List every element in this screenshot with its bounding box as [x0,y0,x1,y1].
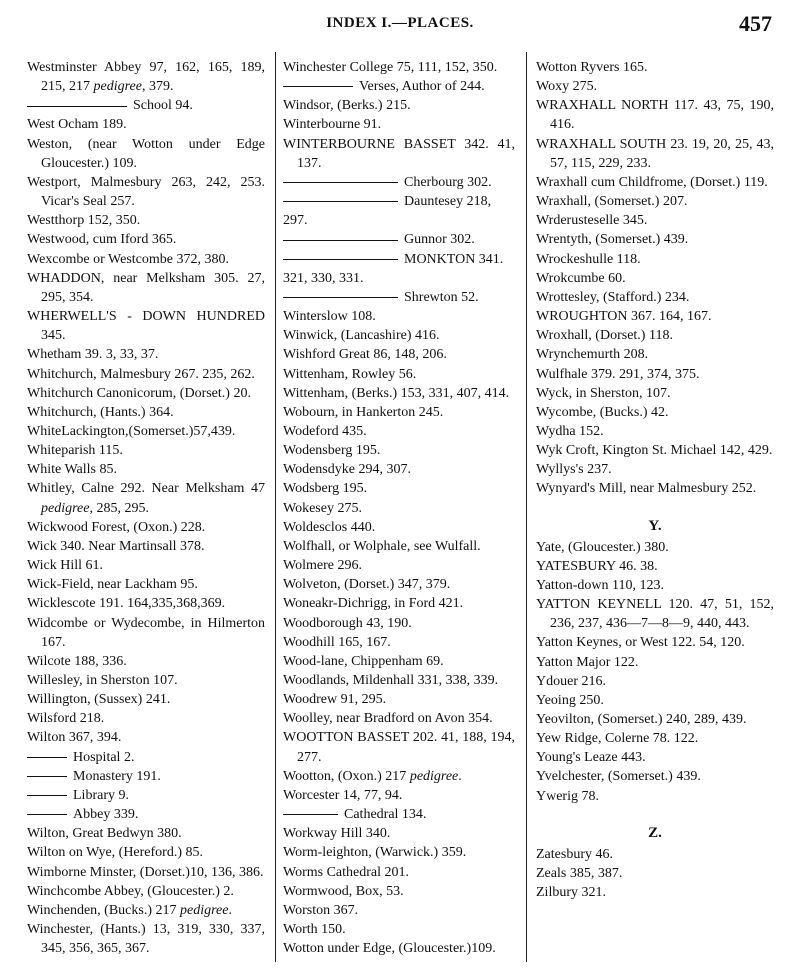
index-entry [283,96,515,115]
entry-text: WROUGHTON 367. 164, 167. [536,309,712,325]
index-entry [27,58,265,96]
index-entry [536,787,774,806]
ditto-dash [283,814,338,815]
index-entry [27,479,265,517]
index-entry [536,557,774,576]
index-entry [283,728,515,766]
ditto-dash [283,240,398,241]
entry-text: WHERWELL'S - DOWN HUNDRED 345. [27,309,265,344]
entry-text: Whitley, Calne 292. Near Melksham 47 pedigree, 285, 295. [27,481,265,516]
letter-heading: Y. [648,517,662,534]
index-entry [536,307,774,326]
ditto-dash [283,86,353,87]
entry-text: Abbey 339. [73,807,139,823]
index-entry [283,824,515,843]
index-entry [283,479,515,498]
index-entry [283,288,515,307]
entry-text: Wickwood Forest, (Oxon.) 228. [27,519,206,535]
page-number: 457 [739,11,772,36]
entry-text: Wrderusteselle 345. [536,213,648,229]
entry-text: Whitchurch, (Hants.) 364. [27,404,174,420]
index-entry [27,901,265,920]
entry-text: Willington, (Sussex) 241. [27,692,171,708]
entry-text: Wroxhall, (Dorset.) 118. [536,328,673,344]
italic-word: pedigree [180,902,229,918]
entry-text: Ydouer 216. [536,673,606,689]
entry-text: Yeovilton, (Somerset.) 240, 289, 439. [536,712,747,727]
index-entry [27,882,265,901]
entry-text: Wilcote 188, 336. [27,653,127,669]
index-entry [283,575,515,594]
index-entry [283,843,515,862]
entry-text: School 94. [133,98,193,114]
entry-text: Windsor, (Berks.) 215. [283,98,411,114]
index-entry [27,843,265,862]
entry-text: Wrentyth, (Somerset.) 439. [536,232,689,248]
ditto-dash [27,757,67,758]
index-column-2 [283,58,515,958]
entry-text: Widcombe or Wydecombe, in Hilmerton 167. [27,615,265,650]
entry-text: Shrewton 52. [404,289,479,305]
index-entry [536,767,774,786]
entry-text: Dauntesey 218, 297. [283,194,492,229]
entry-text: Woodhill 165, 167. [283,634,391,650]
ditto-dash [27,106,127,107]
index-entry [283,345,515,364]
entry-text: West Ocham 189. [27,117,127,133]
index-entry [536,96,774,134]
index-entry [536,538,774,557]
index-entry [27,594,265,613]
index-entry [536,845,774,864]
entry-text: Woodborough 43, 190. [283,615,412,631]
entry-text: Worms Cathedral 201. [283,864,410,880]
entry-text: Yeoing 250. [536,692,604,708]
index-entry [27,709,265,728]
index-entry [27,920,265,958]
entry-text: Winchester, (Hants.) 13, 319, 330, 337, 345, 356, 365, 367. [27,922,265,957]
entry-text: YATTON KEYNELL 120. 47, 51, 152, 236, 237, 436—7—8—9, 440, 443. [536,597,774,632]
entry-text: YATESBURY 46. 38. [536,558,658,574]
entry-text: Wulfhale 379. 291, 374, 375. [536,366,700,382]
index-entry [283,115,515,134]
entry-text: Winterbourne 91. [283,117,382,133]
ditto-dash [283,201,398,202]
index-entry [283,250,515,288]
entry-text: Winchester College 75, 111, 152, 350. [283,60,498,75]
index-entry [283,192,515,230]
index-entry [536,58,774,77]
entry-text: Wydha 152. [536,423,604,439]
entry-text: Zeals 385, 387. [536,865,623,881]
index-entry [536,288,774,307]
index-entry [27,422,265,441]
entry-text: WINTERBOURNE BASSET 342. 41, 137. [283,136,515,171]
entry-text: Wick-Field, near Lackham 95. [27,577,198,593]
ditto-dash [27,814,67,815]
entry-text: Cherbourg 302. [404,174,492,190]
index-entry [536,326,774,345]
index-entry [536,135,774,173]
entry-text: Zatesbury 46. [536,846,613,862]
entry-text: Wrynchemurth 208. [536,347,649,363]
entry-text: Wittenham, (Berks.) 153, 331, 407, 414. [283,385,510,401]
entry-text: Winwick, (Lancashire) 416. [283,328,440,344]
index-entry [536,345,774,364]
index-entry [27,824,265,843]
entry-text: Whiteparish 115. [27,443,123,459]
entry-text: Wotton under Edge, (Gloucester.)109. [283,941,496,957]
index-entry [27,863,265,882]
italic-word: pedigree [93,79,142,95]
ditto-dash [283,182,398,183]
entry-text: Wood-lane, Chippenham 69. [283,653,444,669]
entry-text: Woxy 275. [536,79,598,95]
entry-text: Ywerig 78. [536,788,599,804]
entry-text: Yatton-down 110, 123. [536,577,664,593]
index-entry [27,786,265,805]
index-entry [283,499,515,518]
index-entry [27,307,265,345]
entry-text: Worston 367. [283,902,359,918]
entry-text: Whetham 39. 3, 33, 37. [27,347,159,363]
index-entry [27,518,265,537]
index-entry [27,173,265,211]
index-entry [283,786,515,805]
entry-text: Wobourn, in Hankerton 245. [283,404,444,420]
entry-text: Wexcombe or Westcombe 372, 380. [27,251,229,267]
index-entry [27,384,265,403]
entry-text: WHADDON, near Melksham 305. 27, 295, 354. [27,270,265,305]
index-entry [283,307,515,326]
index-entry [536,864,774,883]
index-entry [283,422,515,441]
entry-text: Wolveton, (Dorset.) 347, 379. [283,577,451,593]
index-entry [536,230,774,249]
entry-text: Worth 150. [283,922,346,938]
index-entry [283,805,515,824]
entry-text: Wrottesley, (Stafford.) 234. [536,289,690,305]
index-entry [283,882,515,901]
entry-text: Westport, Malmesbury 263, 242, 253. Vicar's Seal 257. [27,174,265,210]
ditto-dash [283,259,398,260]
index-entry [536,633,774,652]
index-entry [283,690,515,709]
entry-text: Wraxhall, (Somerset.) 207. [536,194,688,210]
entry-text: Wynyard's Mill, near Malmesbury 252. [536,481,757,497]
index-entry [536,479,774,498]
index-entry [27,460,265,479]
index-entry [27,537,265,556]
entry-text: Wokesey 275. [283,500,362,516]
entry-text: Wodensdyke 294, 307. [283,462,411,478]
entry-text: Wyk Croft, Kington St. Michael 142, 429. [536,443,773,459]
entry-text: Wilsford 218. [27,711,105,727]
entry-text: Wycombe, (Bucks.) 42. [536,404,669,420]
index-entry [283,441,515,460]
entry-text: Library 9. [73,787,129,803]
index-entry [283,326,515,345]
index-entry [283,901,515,920]
index-entry [27,115,265,134]
entry-text: Wodeford 435. [283,423,367,439]
index-entry [27,805,265,824]
index-entry [536,173,774,192]
entry-text: Yvelchester, (Somerset.) 439. [536,769,701,785]
index-entry [283,135,515,173]
entry-text: Winchenden, (Bucks.) 217 pedigree. [27,902,232,918]
entry-text: Wittenham, Rowley 56. [283,366,417,382]
entry-text: Yate, (Gloucester.) 380. [536,539,669,555]
entry-text: Westminster Abbey 97, 162, 165, 189, 215, 217 pedigree, 379. [27,60,265,95]
index-entry [27,230,265,249]
index-entry [27,690,265,709]
entry-text: Yatton Major 122. [536,654,639,670]
entry-text: Woodlands, Mildenhall 331, 338, 339. [283,673,499,688]
entry-text: Young's Leaze 443. [536,750,646,766]
index-entry [536,422,774,441]
index-entry [536,403,774,422]
index-entry [536,77,774,96]
ditto-dash [27,795,67,796]
entry-text: Westthorp 152, 350. [27,213,141,229]
entry-text: White Walls 85. [27,462,117,478]
index-entry [283,365,515,384]
index-entry [536,269,774,288]
index-entry [27,748,265,767]
entry-text: WhiteLackington,(Somerset.)57,439. [27,423,236,439]
entry-text: Workway Hill 340. [283,826,391,842]
entry-text: Wyllys's 237. [536,462,612,478]
entry-text: MONKTON 341. 321, 330, 331. [283,251,504,286]
index-entry [27,671,265,690]
entry-text: Weston, (near Wotton under Edge Gloucester.) 109. [27,136,265,171]
entry-text: WRAXHALL NORTH 117. 43, 75, 190, 416. [536,98,774,133]
entry-text: Yatton Keynes, or West 122. 54, 120. [536,635,745,651]
index-entry [536,250,774,269]
index-entry [536,576,774,595]
index-entry [283,460,515,479]
entry-text: Wolfhall, or Wolphale, see Wulfall. [283,538,481,554]
entry-text: Winterslow 108. [283,309,376,325]
entry-text: Wodsberg 195. [283,481,368,497]
entry-text: Wicklescote 191. 164,335,368,369. [27,596,226,612]
entry-text: WRAXHALL SOUTH 23. 19, 20, 25, 43, 57, 115, 229, 233. [536,136,774,171]
index-entry [283,556,515,575]
entry-text: Verses, Author of 244. [359,79,485,95]
index-entry [283,173,515,192]
entry-text: Wrockeshulle 118. [536,251,641,267]
entry-text: Woneakr-Dichrigg, in Ford 421. [283,596,464,612]
index-entry [536,729,774,748]
index-entry [283,709,515,728]
index-entry [27,728,265,747]
entry-text: Wrokcumbe 60. [536,270,626,286]
index-entry [536,365,774,384]
index-entry [536,691,774,710]
entry-text: Wotton Ryvers 165. [536,60,648,75]
index-entry [27,211,265,230]
entry-text: Westwood, cum Iford 365. [27,232,177,248]
entry-text: Wodensberg 195. [283,443,381,459]
column-rule [526,52,527,962]
index-entry [27,250,265,269]
entry-text: Whitchurch Canonicorum, (Dorset.) 20. [27,385,251,401]
entry-text: Wilton, Great Bedwyn 380. [27,826,182,842]
entry-text: Hospital 2. [73,749,135,765]
index-entry [27,403,265,422]
index-entry [283,537,515,556]
entry-text: Wick Hill 61. [27,558,104,574]
entry-text: Worm-leighton, (Warwick.) 359. [283,845,467,861]
index-entry [536,748,774,767]
index-entry [536,653,774,672]
index-entry [283,403,515,422]
index-entry [283,767,515,786]
index-entry [283,939,515,958]
index-entry [283,594,515,613]
index-entry [536,460,774,479]
index-entry [536,672,774,691]
index-entry [27,614,265,652]
index-entry [283,652,515,671]
index-entry [536,384,774,403]
index-entry [283,58,515,77]
entry-text: Monastery 191. [73,768,161,784]
ditto-dash [283,297,398,298]
entry-text: Zilbury 321. [536,885,606,901]
entry-text: Whitchurch, Malmesbury 267. 235, 262. [27,366,255,382]
running-head: INDEX I.—PLACES. [326,15,474,31]
italic-word: pedigree [409,768,459,784]
entry-text: Wilton 367, 394. [27,730,122,746]
entry-text: Wootton, (Oxon.) 217 pedigree. [283,768,462,784]
index-entry [283,614,515,633]
letter-heading: Z. [648,824,662,841]
entry-text: Wormwood, Box, 53. [283,883,404,899]
entry-text: Wolmere 296. [283,558,362,574]
entry-text: Wick 340. Near Martinsall 378. [27,538,205,554]
ditto-dash [27,776,67,777]
entry-text: Woldesclos 440. [283,519,376,535]
italic-word: pedigree [41,500,90,516]
entry-text: Wyck, in Sherston, 107. [536,385,671,401]
entry-text: WOOTTON BASSET 202. 41, 188, 194, 277. [283,730,515,765]
index-entry [283,77,515,96]
index-entry [27,441,265,460]
index-entry [536,441,774,460]
index-entry [536,192,774,211]
index-entry [283,633,515,652]
entry-text: Wimborne Minster, (Dorset.)10, 136, 386. [27,864,264,880]
index-entry [27,135,265,173]
index-entry [27,269,265,307]
entry-text: Woodrew 91, 295. [283,692,387,708]
entry-text: Willesley, in Sherston 107. [27,673,178,688]
index-column-3 [536,58,774,902]
index-entry [27,365,265,384]
index-entry [536,595,774,633]
entry-text: Wilton on Wye, (Hereford.) 85. [27,845,204,861]
entry-text: Wishford Great 86, 148, 206. [283,347,447,363]
index-column-1 [27,58,265,958]
index-entry [27,556,265,575]
index-entry [27,767,265,786]
entry-text: Yew Ridge, Colerne 78. 122. [536,731,699,747]
index-entry [536,883,774,902]
index-entry [283,863,515,882]
entry-text: Worcester 14, 77, 94. [283,787,403,803]
index-entry [536,211,774,230]
index-entry [536,710,774,729]
index-entry [27,575,265,594]
index-entry [283,671,515,690]
index-entry [283,920,515,939]
entry-text: Woolley, near Bradford on Avon 354. [283,711,493,727]
entry-text: Wraxhall cum Childfrome, (Dorset.) 119. [536,174,768,190]
index-entry [27,652,265,671]
index-entry [27,345,265,364]
page-header [0,11,800,41]
entry-text: Winchcombe Abbey, (Gloucester.) 2. [27,883,234,899]
index-entry [283,518,515,537]
index-entry [283,384,515,403]
entry-text: Gunnor 302. [404,232,475,248]
entry-text: Cathedral 134. [344,807,427,823]
index-entry [283,230,515,249]
column-rule [275,52,276,962]
index-entry [27,96,265,115]
